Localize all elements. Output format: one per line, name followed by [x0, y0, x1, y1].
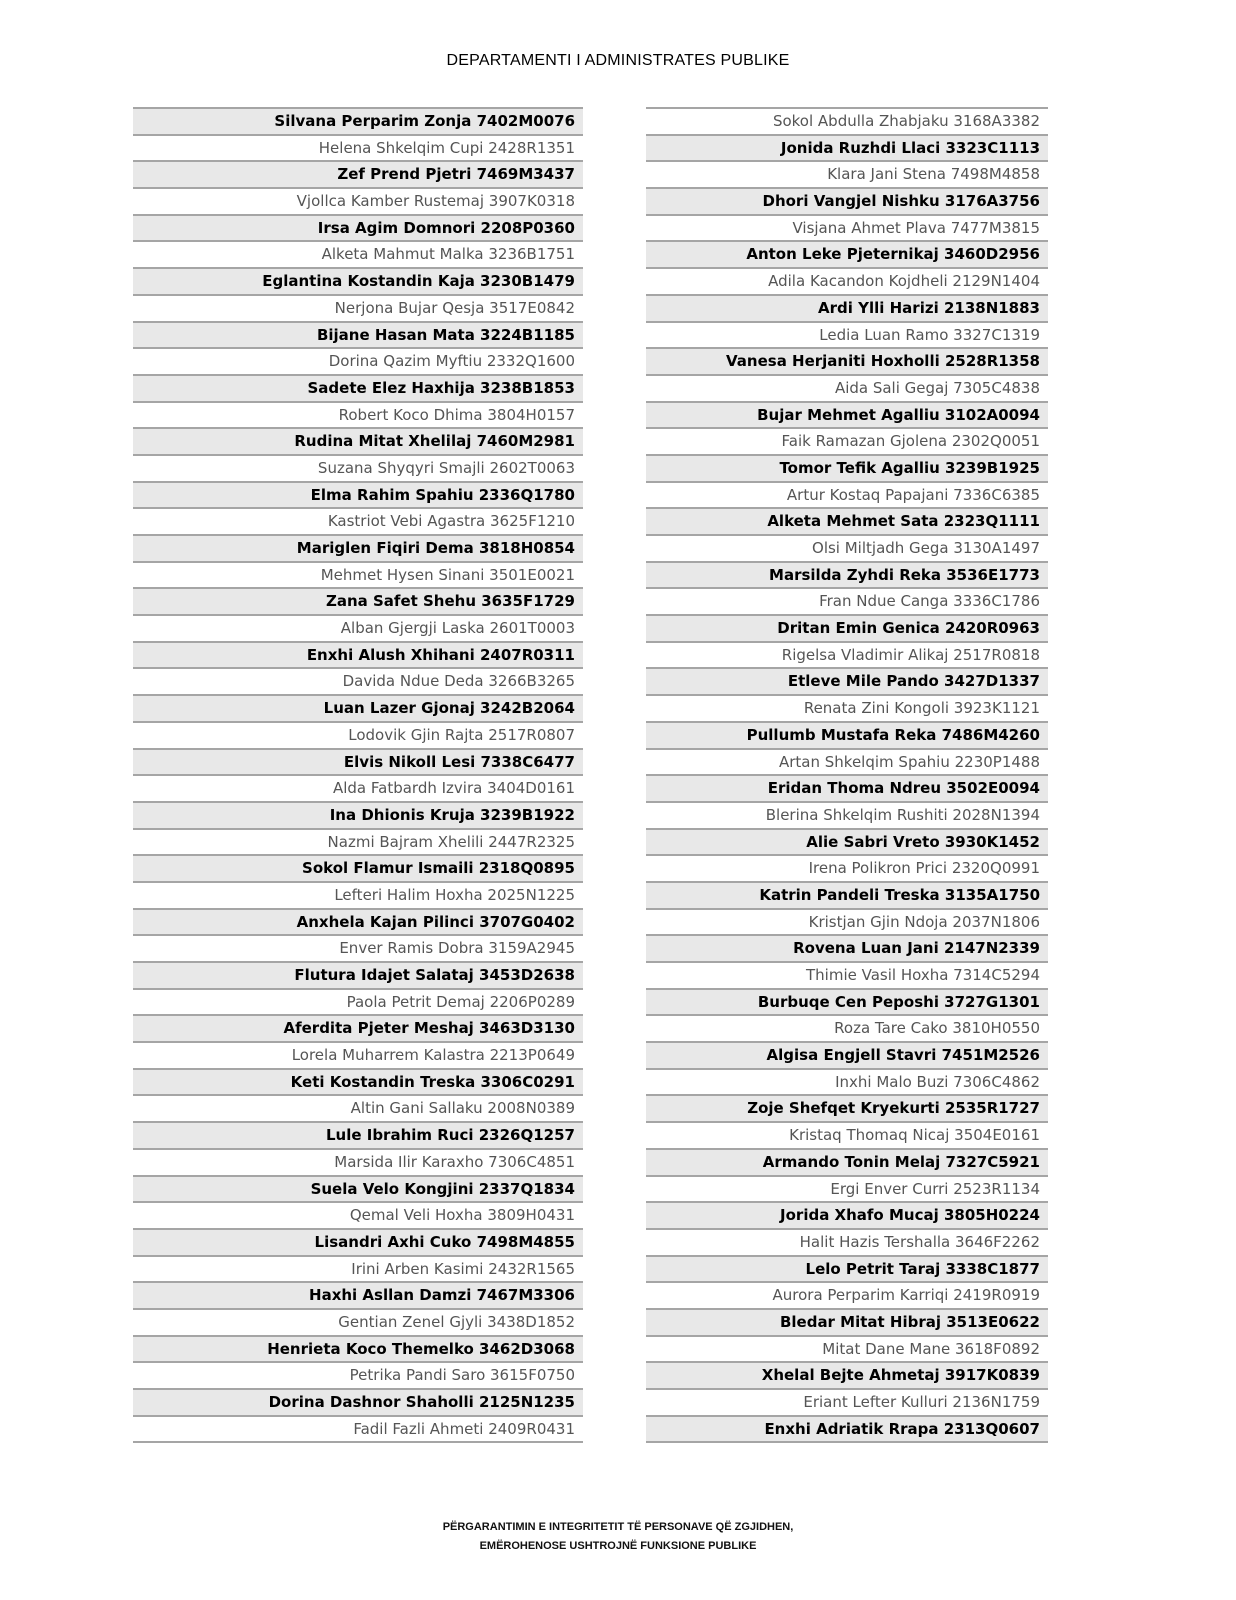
list-item: Olsi Miltjadh Gega 3130A1497	[646, 536, 1048, 563]
list-item: Robert Koco Dhima 3804H0157	[133, 403, 583, 430]
left-name-list	[133, 107, 583, 1443]
list-item: Mariglen Fiqiri Dema 3818H0854	[133, 536, 583, 563]
list-item: Lorela Muharrem Kalastra 2213P0649	[133, 1043, 583, 1070]
list-item: Anton Leke Pjeternikaj 3460D2956	[646, 242, 1048, 269]
list-item: Armando Tonin Melaj 7327C5921	[646, 1150, 1048, 1177]
list-item: Inxhi Malo Buzi 7306C4862	[646, 1070, 1048, 1097]
list-item: Davida Ndue Deda 3266B3265	[133, 669, 583, 696]
list-item: Lefteri Halim Hoxha 2025N1225	[133, 883, 583, 910]
list-item: Eriant Lefter Kulluri 2136N1759	[646, 1390, 1048, 1417]
list-item: Zana Safet Shehu 3635F1729	[133, 589, 583, 616]
list-item: Artur Kostaq Papajani 7336C6385	[646, 483, 1048, 510]
list-item: Sokol Flamur Ismaili 2318Q0895	[133, 856, 583, 883]
list-item: Vanesa Herjaniti Hoxholli 2528R1358	[646, 349, 1048, 376]
right-name-list	[646, 107, 1048, 1443]
list-item: Renata Zini Kongoli 3923K1121	[646, 696, 1048, 723]
list-item: Adila Kacandon Kojdheli 2129N1404	[646, 269, 1048, 296]
list-item: Lelo Petrit Taraj 3338C1877	[646, 1257, 1048, 1284]
list-item: Etleve Mile Pando 3427D1337	[646, 669, 1048, 696]
list-item: Irsa Agim Domnori 2208P0360	[133, 216, 583, 243]
list-item: Aida Sali Gegaj 7305C4838	[646, 376, 1048, 403]
list-item: Marsilda Zyhdi Reka 3536E1773	[646, 563, 1048, 590]
list-item: Altin Gani Sallaku 2008N0389	[133, 1096, 583, 1123]
list-item: Roza Tare Cako 3810H0550	[646, 1016, 1048, 1043]
list-item: Marsida Ilir Karaxho 7306C4851	[133, 1150, 583, 1177]
list-item: Alie Sabri Vreto 3930K1452	[646, 830, 1048, 857]
list-item: Bujar Mehmet Agalliu 3102A0094	[646, 403, 1048, 430]
list-item: Henrieta Koco Themelko 3462D3068	[133, 1337, 583, 1364]
list-item: Irena Polikron Prici 2320Q0991	[646, 856, 1048, 883]
list-item: Alda Fatbardh Izvira 3404D0161	[133, 776, 583, 803]
list-item: Haxhi Asllan Damzi 7467M3306	[133, 1283, 583, 1310]
list-item: Xhelal Bejte Ahmetaj 3917K0839	[646, 1363, 1048, 1390]
list-item: Kristjan Gjin Ndoja 2037N1806	[646, 910, 1048, 937]
list-item: Keti Kostandin Treska 3306C0291	[133, 1070, 583, 1097]
list-item: Suela Velo Kongjini 2337Q1834	[133, 1177, 583, 1204]
list-item: Lule Ibrahim Ruci 2326Q1257	[133, 1123, 583, 1150]
list-item: Nerjona Bujar Qesja 3517E0842	[133, 296, 583, 323]
list-item: Thimie Vasil Hoxha 7314C5294	[646, 963, 1048, 990]
list-item: Dhori Vangjel Nishku 3176A3756	[646, 189, 1048, 216]
list-item: Ledia Luan Ramo 3327C1319	[646, 323, 1048, 350]
list-item: Rovena Luan Jani 2147N2339	[646, 936, 1048, 963]
list-item: Sadete Elez Haxhija 3238B1853	[133, 376, 583, 403]
list-item: Eridan Thoma Ndreu 3502E0094	[646, 776, 1048, 803]
list-item: Enxhi Adriatik Rrapa 2313Q0607	[646, 1417, 1048, 1444]
list-item: Irini Arben Kasimi 2432R1565	[133, 1257, 583, 1284]
list-item: Petrika Pandi Saro 3615F0750	[133, 1363, 583, 1390]
list-item: Rudina Mitat Xhelilaj 7460M2981	[133, 429, 583, 456]
list-item: Blerina Shkelqim Rushiti 2028N1394	[646, 803, 1048, 830]
list-item: Sokol Abdulla Zhabjaku 3168A3382	[646, 109, 1048, 136]
list-item: Rigelsa Vladimir Alikaj 2517R0818	[646, 643, 1048, 670]
list-item: Zef Prend Pjetri 7469M3437	[133, 162, 583, 189]
list-item: Algisa Engjell Stavri 7451M2526	[646, 1043, 1048, 1070]
footer-line-1: PËRGARANTIMIN E INTEGRITETIT TË PERSONAVE QË ZGJIDHEN,	[442, 1521, 794, 1533]
list-item: Bledar Mitat Hibraj 3513E0622	[646, 1310, 1048, 1337]
list-item: Anxhela Kajan Pilinci 3707G0402	[133, 910, 583, 937]
list-item: Klara Jani Stena 7498M4858	[646, 162, 1048, 189]
list-item: Kristaq Thomaq Nicaj 3504E0161	[646, 1123, 1048, 1150]
page-title: DEPARTAMENTI I ADMINISTRATES PUBLIKE	[446, 52, 790, 69]
list-item: Faik Ramazan Gjolena 2302Q0051	[646, 429, 1048, 456]
list-item: Eglantina Kostandin Kaja 3230B1479	[133, 269, 583, 296]
list-item: Vjollca Kamber Rustemaj 3907K0318	[133, 189, 583, 216]
list-item: Gentian Zenel Gjyli 3438D1852	[133, 1310, 583, 1337]
list-item: Helena Shkelqim Cupi 2428R1351	[133, 136, 583, 163]
list-item: Kastriot Vebi Agastra 3625F1210	[133, 509, 583, 536]
list-item: Zoje Shefqet Kryekurti 2535R1727	[646, 1096, 1048, 1123]
list-item: Alketa Mahmut Malka 3236B1751	[133, 242, 583, 269]
list-item: Paola Petrit Demaj 2206P0289	[133, 990, 583, 1017]
list-item: Visjana Ahmet Plava 7477M3815	[646, 216, 1048, 243]
list-item: Artan Shkelqim Spahiu 2230P1488	[646, 750, 1048, 777]
list-item: Fran Ndue Canga 3336C1786	[646, 589, 1048, 616]
list-item: Burbuqe Cen Peposhi 3727G1301	[646, 990, 1048, 1017]
list-item: Alketa Mehmet Sata 2323Q1111	[646, 509, 1048, 536]
list-item: Elvis Nikoll Lesi 7338C6477	[133, 750, 583, 777]
list-item: Pullumb Mustafa Reka 7486M4260	[646, 723, 1048, 750]
list-item: Alban Gjergji Laska 2601T0003	[133, 616, 583, 643]
list-item: Jorida Xhafo Mucaj 3805H0224	[646, 1203, 1048, 1230]
list-item: Mehmet Hysen Sinani 3501E0021	[133, 563, 583, 590]
list-item: Ergi Enver Curri 2523R1134	[646, 1177, 1048, 1204]
list-item: Luan Lazer Gjonaj 3242B2064	[133, 696, 583, 723]
list-item: Fadil Fazli Ahmeti 2409R0431	[133, 1417, 583, 1444]
footer-line-2: EMËROHENOSE USHTROJNË FUNKSIONE PUBLIKE	[479, 1540, 757, 1552]
list-item: Enver Ramis Dobra 3159A2945	[133, 936, 583, 963]
list-item: Aferdita Pjeter Meshaj 3463D3130	[133, 1016, 583, 1043]
list-item: Lodovik Gjin Rajta 2517R0807	[133, 723, 583, 750]
list-item: Enxhi Alush Xhihani 2407R0311	[133, 643, 583, 670]
list-item: Bijane Hasan Mata 3224B1185	[133, 323, 583, 350]
footer	[0, 1518, 1236, 1556]
list-item: Suzana Shyqyri Smajli 2602T0063	[133, 456, 583, 483]
list-item: Katrin Pandeli Treska 3135A1750	[646, 883, 1048, 910]
list-item: Dorina Qazim Myftiu 2332Q1600	[133, 349, 583, 376]
list-item: Dritan Emin Genica 2420R0963	[646, 616, 1048, 643]
list-item: Nazmi Bajram Xhelili 2447R2325	[133, 830, 583, 857]
list-item: Tomor Tefik Agalliu 3239B1925	[646, 456, 1048, 483]
list-item: Jonida Ruzhdi Llaci 3323C1113	[646, 136, 1048, 163]
list-item: Mitat Dane Mane 3618F0892	[646, 1337, 1048, 1364]
list-item: Ina Dhionis Kruja 3239B1922	[133, 803, 583, 830]
list-item: Flutura Idajet Salataj 3453D2638	[133, 963, 583, 990]
list-item: Dorina Dashnor Shaholli 2125N1235	[133, 1390, 583, 1417]
list-item: Silvana Perparim Zonja 7402M0076	[133, 109, 583, 136]
list-item: Lisandri Axhi Cuko 7498M4855	[133, 1230, 583, 1257]
list-item: Halit Hazis Tershalla 3646F2262	[646, 1230, 1048, 1257]
list-item: Aurora Perparim Karriqi 2419R0919	[646, 1283, 1048, 1310]
list-item: Elma Rahim Spahiu 2336Q1780	[133, 483, 583, 510]
list-item: Ardi Ylli Harizi 2138N1883	[646, 296, 1048, 323]
list-item: Qemal Veli Hoxha 3809H0431	[133, 1203, 583, 1230]
